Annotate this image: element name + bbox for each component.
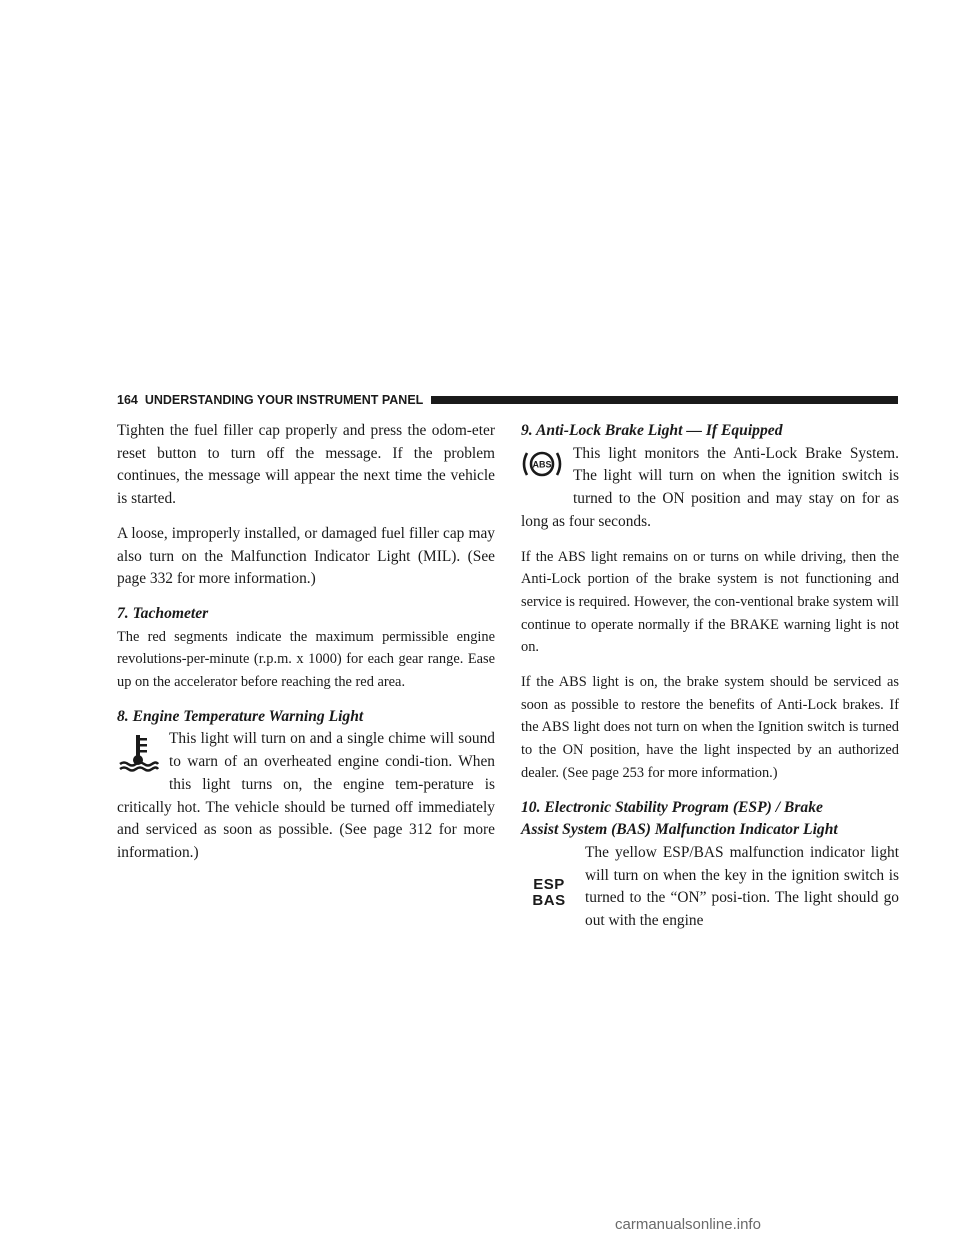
paragraph: A loose, improperly installed, or damaged fuel filler cap may also turn on the Malfunction Indicator Light (MIL). (See page 332 for more information.) <box>117 524 495 588</box>
abs-icon <box>521 447 569 489</box>
paragraph: If the ABS light is on, the brake system should be serviced as soon as possible to restore the benefits of Anti-Lock brakes. If the ABS light does not turn on when the Ignition switch is turned to the ON position, have the light inspected by an authorized dealer. (See page 253 for more information.) <box>521 674 899 781</box>
page-number: 164 <box>117 393 138 407</box>
section-heading-esp-line1: 10. Electronic Stability Program (ESP) / Brake <box>521 798 823 816</box>
right-column <box>521 420 899 945</box>
watermark: carmanualsonline.info <box>615 1216 761 1233</box>
paragraph: The red segments indicate the maximum permissible engine revolutions-per-minute (r.p.m. x 1000) for each gear range. Ease up on the accelerator before reaching the red area. <box>117 628 495 691</box>
section-heading-esp-line2: Assist System (BAS) Malfunction Indicator Light <box>521 821 838 839</box>
section-title: UNDERSTANDING YOUR INSTRUMENT PANEL <box>144 393 424 407</box>
paragraph-text: This light will turn on and a single chime will sound to warn of an overheated engine condi-tion. When this light turns on, the engine tem-perature is critically hot. The vehicle should be turned off immediately and serviced as soon as possible. (See page 312 for more information.) <box>117 730 495 861</box>
section-heading-engine-temp: 8. Engine Temperature Warning Light <box>117 707 364 725</box>
section-heading-abs: 9. Anti-Lock Brake Light — If Equipped <box>521 422 783 439</box>
paragraph: Tighten the fuel filler cap properly and press the odom-eter reset button to turn off the message. If the problem continues, the message will appear the next time the vehicle is started. <box>117 422 495 508</box>
header-rule <box>431 396 898 404</box>
paragraph-text: The yellow ESP/BAS malfunction indicator light will turn on when the key in the ignition switch is turned to the “ON” posi-tion. The light should go out with the engine <box>585 843 899 930</box>
section-heading-tachometer: 7. Tachometer <box>117 604 209 622</box>
page-header <box>117 390 898 410</box>
page-number-and-section <box>117 393 423 407</box>
paragraph-with-icon <box>521 443 899 534</box>
paragraph-with-icon <box>117 728 495 864</box>
paragraph-with-icon <box>521 842 899 933</box>
abs-icon-label: ABS <box>532 459 552 470</box>
esp-bas-icon <box>521 848 577 938</box>
left-column <box>117 420 495 877</box>
paragraph: If the ABS light remains on or turns on while driving, then the Anti-Lock portion of the brake system is not functioning and service is required. However, the con-ventional brake system will continue to operate normally if the BRAKE warning light is not on. <box>521 548 899 656</box>
engine-temperature-icon <box>117 732 165 774</box>
paragraph-text: This light monitors the Anti-Lock Brake System. The light will turn on when the ignition switch is turned to the ON position and may stay on for as long as four seconds. <box>521 444 899 530</box>
esp-bas-icon-text: ESP BAS <box>532 875 566 909</box>
